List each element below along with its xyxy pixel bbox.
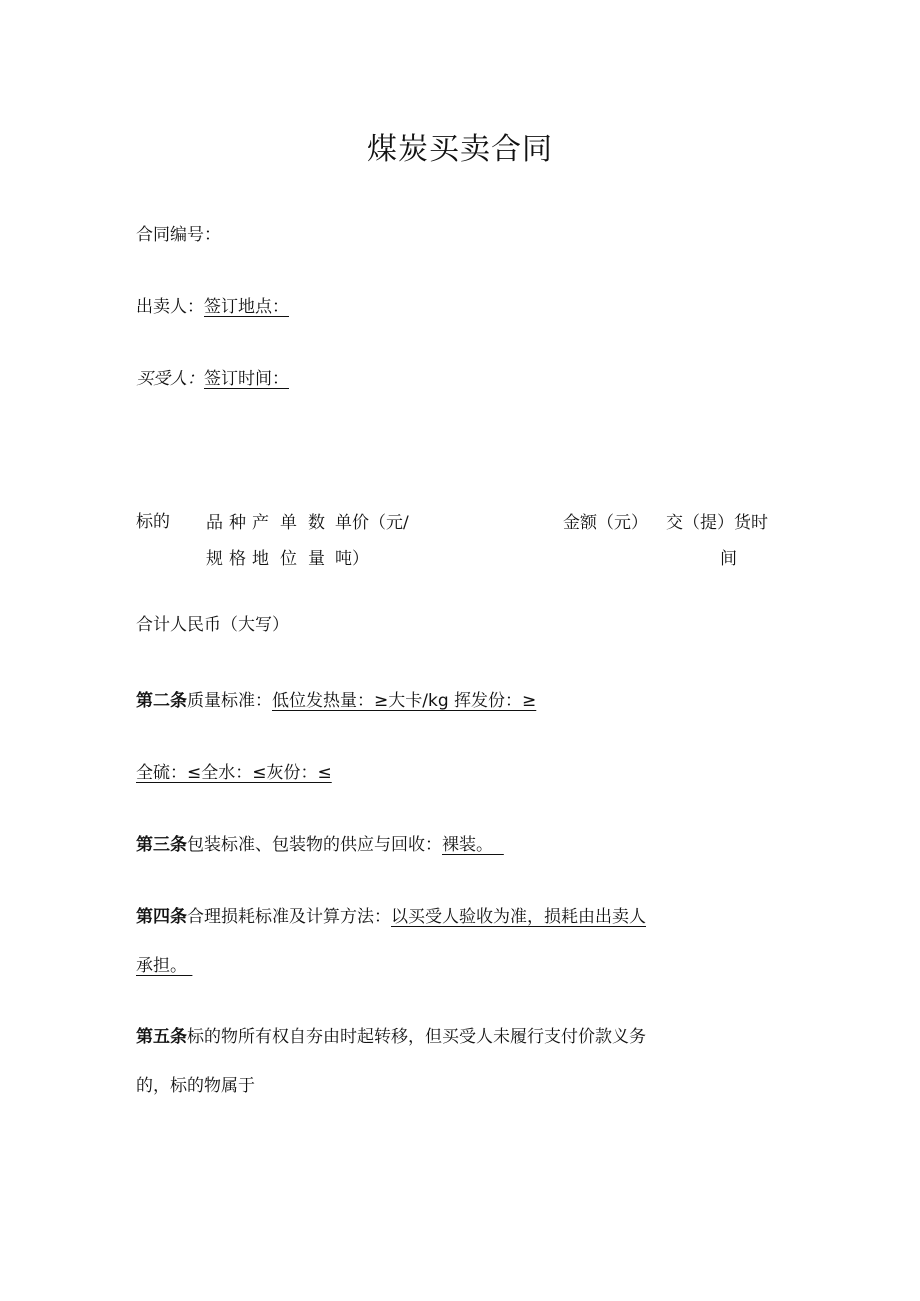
- total-rmb-label: 合计人民币（大写）: [136, 615, 289, 635]
- header-amount: 金额（元）: [563, 513, 648, 533]
- header-price-1: 单价（元/: [335, 513, 409, 533]
- header-delivery-1: 交（提）货时: [666, 513, 768, 533]
- header-origin-1: 产: [252, 513, 269, 533]
- article-4-heading: 第四条: [136, 907, 187, 927]
- header-variety-2: 规格: [206, 549, 252, 569]
- article-3-line: [136, 830, 504, 855]
- article-4-value-1: 以买受人验收为准，损耗由出卖人: [391, 907, 646, 927]
- document-title: 煤炭买卖合同: [367, 132, 553, 167]
- article-5-text-1: 标的物所有权自夯由时起转移，但买受人未履行支付价款义务: [187, 1027, 646, 1047]
- article-2-line-1: [136, 686, 536, 711]
- article-3-value: 裸装。: [442, 835, 493, 855]
- header-unit-1: 单: [280, 513, 297, 533]
- header-price-2: 吨）: [335, 549, 369, 569]
- article-5-text-2: 的，标的物属于: [136, 1076, 255, 1096]
- header-origin-2: 地: [252, 549, 269, 569]
- header-quantity-1: 数: [308, 513, 325, 533]
- header-delivery-2: 间: [720, 549, 737, 569]
- article-4-value-2: 承担。: [136, 956, 187, 976]
- header-subject: 标的: [136, 512, 170, 532]
- buyer-label: 买受人：: [136, 369, 204, 389]
- header-variety-1: 品种: [206, 513, 252, 533]
- article-5-heading: 第五条: [136, 1027, 187, 1047]
- buyer-line: [136, 364, 289, 389]
- article-2-heading: 第二条: [136, 691, 187, 711]
- article-4-label: 合理损耗标准及计算方法：: [187, 907, 391, 927]
- article-4-line-2: [136, 951, 192, 976]
- article-3-heading: 第三条: [136, 835, 187, 855]
- contract-number-label: 合同编号：: [136, 225, 221, 245]
- signing-time-label: 签订时间：: [204, 369, 289, 389]
- seller-line: [136, 292, 289, 317]
- article-2-label: 质量标准：: [187, 691, 272, 711]
- article-5-line-1: [136, 1022, 646, 1047]
- header-unit-2: 位: [280, 549, 297, 569]
- article-4-line-1: [136, 902, 646, 927]
- article-2-value-1: 低位发热量：≥大卡/kg 挥发份：≥: [272, 691, 537, 711]
- header-quantity-2: 量: [308, 549, 325, 569]
- signing-place-label: 签订地点：: [204, 297, 289, 317]
- article-2-value-2: 全硫：≤全水：≤灰份：≤: [136, 763, 332, 783]
- seller-label: 出卖人：: [136, 297, 204, 317]
- article-3-label: 包装标准、包装物的供应与回收：: [187, 835, 442, 855]
